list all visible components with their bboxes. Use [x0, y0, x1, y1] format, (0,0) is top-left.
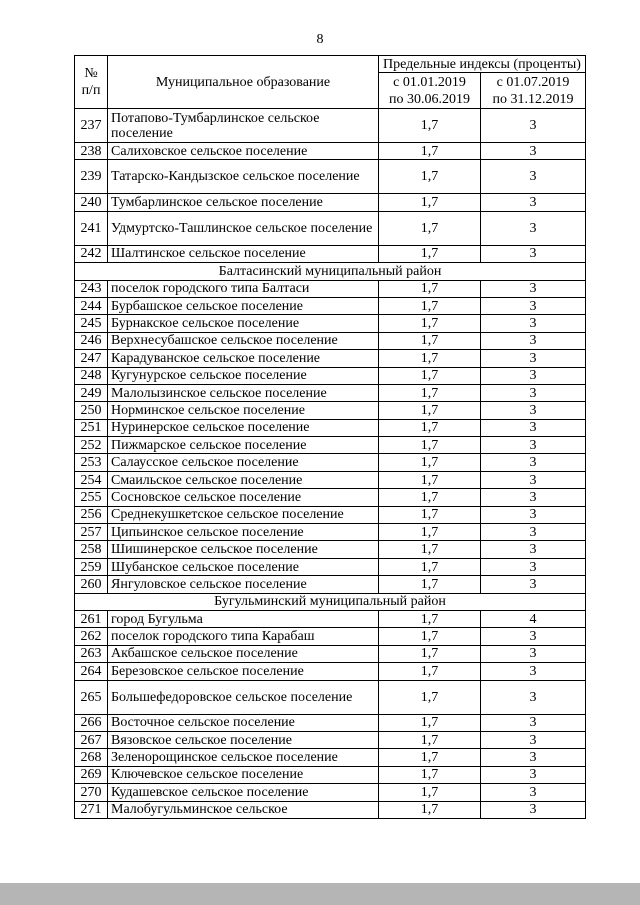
row-number: 268	[75, 749, 108, 766]
row-number: 246	[75, 332, 108, 349]
index-period-1: 1,7	[379, 663, 481, 680]
table-row	[75, 194, 586, 211]
index-period-1: 1,7	[379, 211, 481, 245]
municipality-name: Бурнакское сельское поселение	[108, 315, 379, 332]
table-row	[75, 784, 586, 801]
row-number: 239	[75, 160, 108, 194]
index-period-1: 1,7	[379, 784, 481, 801]
table-row	[75, 506, 586, 523]
table-row	[75, 558, 586, 575]
row-number: 253	[75, 454, 108, 471]
index-period-1: 1,7	[379, 801, 481, 818]
municipality-name: Верхнесубашское сельское поселение	[108, 332, 379, 349]
table-row	[75, 280, 586, 297]
index-period-1: 1,7	[379, 384, 481, 401]
table-row	[75, 211, 586, 245]
index-period-1: 1,7	[379, 245, 481, 262]
index-period-2: 3	[481, 714, 586, 731]
municipality-name: Потапово-Тумбарлинское сельское поселение	[108, 109, 379, 143]
index-period-2: 3	[481, 332, 586, 349]
table-row	[75, 332, 586, 349]
index-period-1: 1,7	[379, 419, 481, 436]
index-period-1: 1,7	[379, 558, 481, 575]
row-number: 237	[75, 109, 108, 143]
table-row	[75, 749, 586, 766]
table-row	[75, 350, 586, 367]
index-period-2: 3	[481, 645, 586, 662]
municipality-name: Смаильское сельское поселение	[108, 471, 379, 488]
indices-table	[74, 55, 586, 819]
row-number: 257	[75, 524, 108, 541]
index-period-1: 1,7	[379, 628, 481, 645]
index-period-1: 1,7	[379, 576, 481, 593]
index-period-1: 1,7	[379, 402, 481, 419]
row-number: 261	[75, 610, 108, 627]
page-number: 8	[316, 32, 324, 47]
municipality-name: город Бугульма	[108, 610, 379, 627]
row-number: 270	[75, 784, 108, 801]
municipality-name: Бурбашское сельское поселение	[108, 297, 379, 314]
table-row	[75, 645, 586, 662]
index-period-2: 3	[481, 784, 586, 801]
index-period-1: 1,7	[379, 645, 481, 662]
municipality-name: поселок городского типа Карабаш	[108, 628, 379, 645]
district-name: Балтасинский муниципальный район	[75, 263, 586, 280]
index-period-1: 1,7	[379, 766, 481, 783]
table-row	[75, 714, 586, 731]
row-number: 249	[75, 384, 108, 401]
row-number: 262	[75, 628, 108, 645]
header-period-1: с 01.01.2019 по 30.06.2019	[379, 73, 481, 109]
row-number: 251	[75, 419, 108, 436]
municipality-name: Шубанское сельское поселение	[108, 558, 379, 575]
index-period-1: 1,7	[379, 680, 481, 714]
table-row	[75, 576, 586, 593]
table-row	[75, 419, 586, 436]
index-period-1: 1,7	[379, 749, 481, 766]
row-number: 271	[75, 801, 108, 818]
index-period-2: 3	[481, 489, 586, 506]
row-number: 243	[75, 280, 108, 297]
municipality-name: Шишинерское сельское поселение	[108, 541, 379, 558]
index-period-2: 3	[481, 384, 586, 401]
index-period-1: 1,7	[379, 610, 481, 627]
index-period-2: 3	[481, 628, 586, 645]
index-period-2: 3	[481, 297, 586, 314]
row-number: 244	[75, 297, 108, 314]
row-number: 238	[75, 143, 108, 160]
index-period-2: 3	[481, 541, 586, 558]
table-row	[75, 437, 586, 454]
index-period-2: 3	[481, 558, 586, 575]
municipality-name: Вязовское сельское поселение	[108, 731, 379, 748]
table-row	[75, 454, 586, 471]
index-period-2: 3	[481, 524, 586, 541]
index-period-2: 3	[481, 143, 586, 160]
index-period-2: 3	[481, 801, 586, 818]
row-number: 255	[75, 489, 108, 506]
municipality-name: Тумбарлинское сельское поселение	[108, 194, 379, 211]
index-period-2: 3	[481, 402, 586, 419]
table-row	[75, 297, 586, 314]
municipality-name: Малолызинское сельское поселение	[108, 384, 379, 401]
index-period-1: 1,7	[379, 454, 481, 471]
table-row	[75, 245, 586, 262]
municipality-name: Карадуванское сельское поселение	[108, 350, 379, 367]
index-period-2: 3	[481, 280, 586, 297]
municipality-name: Ципьинское сельское поселение	[108, 524, 379, 541]
index-period-1: 1,7	[379, 506, 481, 523]
table-row	[75, 402, 586, 419]
municipality-name: Восточное сельское поселение	[108, 714, 379, 731]
table-row	[75, 663, 586, 680]
row-number: 265	[75, 680, 108, 714]
index-period-2: 3	[481, 454, 586, 471]
row-number: 245	[75, 315, 108, 332]
district-name: Бугульминский муниципальный район	[75, 593, 586, 610]
table-row	[75, 471, 586, 488]
table-row	[75, 489, 586, 506]
table-row	[75, 766, 586, 783]
index-period-1: 1,7	[379, 160, 481, 194]
row-number: 254	[75, 471, 108, 488]
index-period-1: 1,7	[379, 143, 481, 160]
municipality-name: Большефедоровское сельское поселение	[108, 680, 379, 714]
row-number: 248	[75, 367, 108, 384]
index-period-1: 1,7	[379, 367, 481, 384]
index-period-2: 3	[481, 766, 586, 783]
municipality-name: Кудашевское сельское поселение	[108, 784, 379, 801]
row-number: 252	[75, 437, 108, 454]
table-row	[75, 143, 586, 160]
municipality-name: Акбашское сельское поселение	[108, 645, 379, 662]
district-row	[75, 263, 586, 280]
index-period-2: 3	[481, 471, 586, 488]
municipality-name: Кугунурское сельское поселение	[108, 367, 379, 384]
index-period-2: 3	[481, 576, 586, 593]
header-period-2: с 01.07.2019 по 31.12.2019	[481, 73, 586, 109]
index-period-1: 1,7	[379, 350, 481, 367]
district-row	[75, 593, 586, 610]
municipality-name: Пижмарское сельское поселение	[108, 437, 379, 454]
row-number: 269	[75, 766, 108, 783]
index-period-1: 1,7	[379, 524, 481, 541]
table-row	[75, 541, 586, 558]
municipality-name: Березовское сельское поселение	[108, 663, 379, 680]
scan-bottom-strip	[0, 883, 640, 905]
index-period-2: 3	[481, 419, 586, 436]
table-body	[75, 109, 586, 819]
index-period-2: 3	[481, 749, 586, 766]
municipality-name: Норминское сельское поселение	[108, 402, 379, 419]
index-period-1: 1,7	[379, 280, 481, 297]
index-period-2: 3	[481, 315, 586, 332]
table-row	[75, 628, 586, 645]
table-row	[75, 367, 586, 384]
index-period-2: 4	[481, 610, 586, 627]
table-row	[75, 610, 586, 627]
index-period-2: 3	[481, 663, 586, 680]
index-period-2: 3	[481, 506, 586, 523]
row-number: 242	[75, 245, 108, 262]
row-number: 259	[75, 558, 108, 575]
municipality-name: Салаусское сельское поселение	[108, 454, 379, 471]
row-number: 258	[75, 541, 108, 558]
row-number: 241	[75, 211, 108, 245]
index-period-2: 3	[481, 109, 586, 143]
row-number: 266	[75, 714, 108, 731]
table-row	[75, 731, 586, 748]
table-row	[75, 680, 586, 714]
index-period-1: 1,7	[379, 109, 481, 143]
row-number: 256	[75, 506, 108, 523]
index-period-2: 3	[481, 437, 586, 454]
row-number: 267	[75, 731, 108, 748]
index-period-1: 1,7	[379, 471, 481, 488]
municipality-name: Татарско-Кандызское сельское поселение	[108, 160, 379, 194]
index-period-2: 3	[481, 194, 586, 211]
index-period-2: 3	[481, 160, 586, 194]
index-period-1: 1,7	[379, 315, 481, 332]
index-period-1: 1,7	[379, 714, 481, 731]
row-number: 260	[75, 576, 108, 593]
municipality-name: Малобугульминское сельское	[108, 801, 379, 818]
table-row	[75, 109, 586, 143]
header-municipality: Муниципальное образование	[108, 56, 379, 109]
municipality-name: Нуринерское сельское поселение	[108, 419, 379, 436]
table-row	[75, 384, 586, 401]
row-number: 264	[75, 663, 108, 680]
municipality-name: Янгуловское сельское поселение	[108, 576, 379, 593]
row-number: 247	[75, 350, 108, 367]
index-period-2: 3	[481, 367, 586, 384]
municipality-name: Сосновское сельское поселение	[108, 489, 379, 506]
row-number: 250	[75, 402, 108, 419]
municipality-name: Среднекушкетское сельское поселение	[108, 506, 379, 523]
header-indices-group: Предельные индексы (проценты)	[379, 56, 586, 73]
municipality-name: Удмуртско-Ташлинское сельское поселение	[108, 211, 379, 245]
index-period-2: 3	[481, 731, 586, 748]
table-row	[75, 801, 586, 818]
header-number: № п/п	[75, 56, 108, 109]
index-period-2: 3	[481, 680, 586, 714]
row-number: 240	[75, 194, 108, 211]
index-period-1: 1,7	[379, 541, 481, 558]
table-row	[75, 160, 586, 194]
municipality-name: Салиховское сельское поселение	[108, 143, 379, 160]
table-row	[75, 524, 586, 541]
index-period-1: 1,7	[379, 731, 481, 748]
index-period-1: 1,7	[379, 437, 481, 454]
index-period-2: 3	[481, 211, 586, 245]
municipality-name: Шалтинское сельское поселение	[108, 245, 379, 262]
table-row	[75, 315, 586, 332]
municipality-name: поселок городского типа Балтаси	[108, 280, 379, 297]
index-period-1: 1,7	[379, 194, 481, 211]
municipality-name: Ключевское сельское поселение	[108, 766, 379, 783]
index-period-2: 3	[481, 245, 586, 262]
index-period-1: 1,7	[379, 332, 481, 349]
index-period-1: 1,7	[379, 297, 481, 314]
index-period-2: 3	[481, 350, 586, 367]
index-period-1: 1,7	[379, 489, 481, 506]
municipality-name: Зеленорощинское сельское поселение	[108, 749, 379, 766]
row-number: 263	[75, 645, 108, 662]
